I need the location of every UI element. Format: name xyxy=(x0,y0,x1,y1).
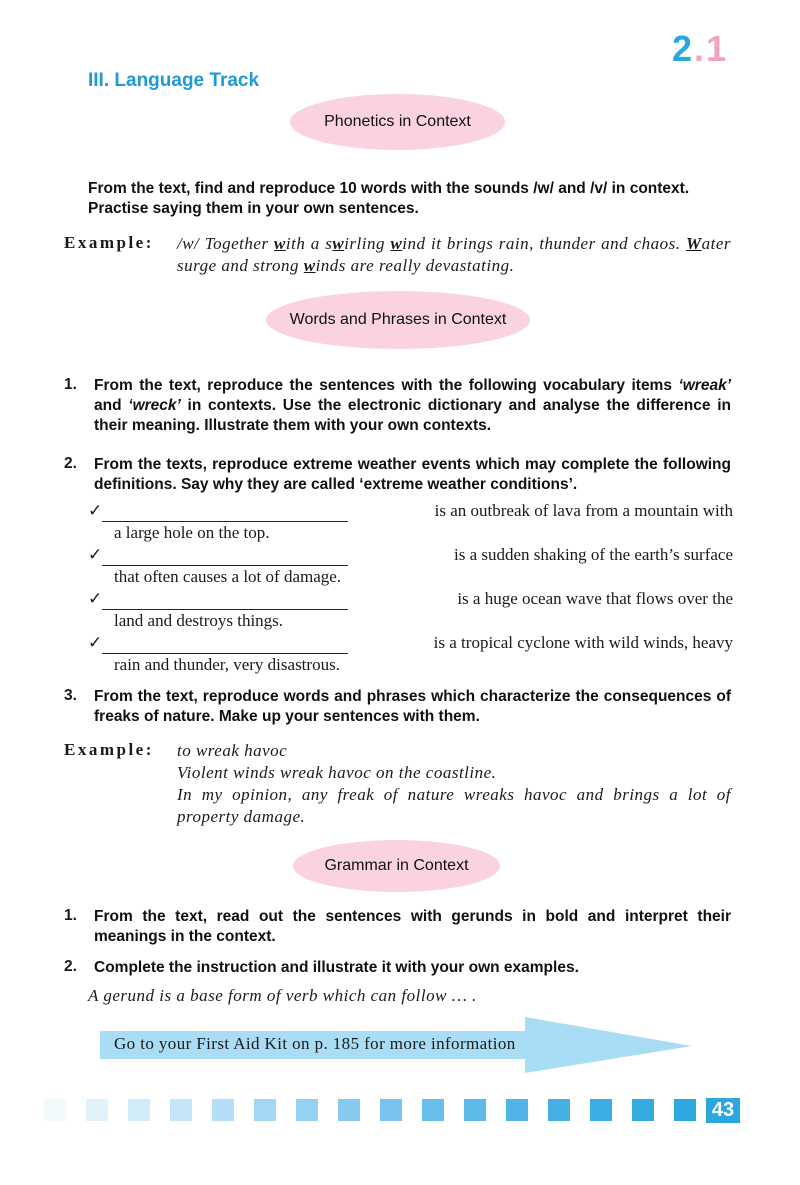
definition-item: ✓ is an outbreak of lava from a mountain with a large hole on the top. xyxy=(88,501,733,542)
unit-number: 2.1 xyxy=(672,28,729,69)
footer-square xyxy=(506,1099,528,1121)
footer-square xyxy=(86,1099,108,1121)
phonetics-pill: Phonetics in Context xyxy=(290,94,505,150)
footer-square xyxy=(422,1099,444,1121)
footer-square xyxy=(632,1099,654,1121)
words-item-3: From the text, reproduce words and phrases which characterize the consequences of freaks of nature. Make up your sentences with them. xyxy=(94,688,731,725)
words-item-2: From the texts, reproduce extreme weather events which may complete the following definitions. Say why they are called ‘extreme weather conditions’. xyxy=(94,456,731,493)
item-number: 2. xyxy=(64,455,77,472)
checkmark-icon: ✓ xyxy=(88,589,103,608)
definition-item: ✓ is a sudden shaking of the earth’s surface that often causes a lot of damage. xyxy=(88,545,733,586)
footer-square xyxy=(254,1099,276,1121)
section-title: III. Language Track xyxy=(88,70,260,91)
footer-square xyxy=(464,1099,486,1121)
checkmark-icon: ✓ xyxy=(88,545,103,564)
example-label: Example: xyxy=(64,233,154,252)
definition-list xyxy=(88,500,733,676)
first-aid-link[interactable]: Go to your First Aid Kit on p. 185 for more information xyxy=(114,1034,516,1053)
item-number: 1. xyxy=(64,907,77,924)
footer-square xyxy=(590,1099,612,1121)
words-item-1: From the text, reproduce the sentences with the following vocabulary items ‘wreak’ and ‘wreck’ in contexts. Use the electronic dictionary and analyse the difference in their meaning. Illustrate them with your own contexts. xyxy=(94,377,731,434)
footer-square xyxy=(212,1099,234,1121)
words-pill: Words and Phrases in Context xyxy=(266,291,530,349)
footer-square xyxy=(338,1099,360,1121)
answer-blank[interactable] xyxy=(102,595,348,610)
example-label: Example: xyxy=(64,740,154,759)
footer-square xyxy=(296,1099,318,1121)
answer-blank[interactable] xyxy=(102,639,348,654)
definition-item: ✓ is a huge ocean wave that flows over the land and destroys things. xyxy=(88,589,733,630)
phonetics-example: /w/ Together with a swirling wind it brings rain, thunder and chaos. Water surge and strong winds are really devastating. xyxy=(177,234,732,275)
footer-square xyxy=(44,1099,66,1121)
page-number: 43 xyxy=(706,1098,740,1123)
item-number: 2. xyxy=(64,958,77,975)
checkmark-icon: ✓ xyxy=(88,501,103,520)
footer-square xyxy=(548,1099,570,1121)
item-number: 3. xyxy=(64,687,77,704)
item-number: 1. xyxy=(64,376,77,393)
phonetics-task: From the text, find and reproduce 10 words with the sounds /w/ and /v/ in context. Practise saying them in your own sentences. xyxy=(88,180,690,217)
footer-square xyxy=(674,1099,696,1121)
grammar-item-2: Complete the instruction and illustrate it with your own examples. xyxy=(94,959,579,976)
footer-square xyxy=(170,1099,192,1121)
answer-blank[interactable] xyxy=(102,551,348,566)
footer-square xyxy=(380,1099,402,1121)
checkmark-icon: ✓ xyxy=(88,633,103,652)
footer-square xyxy=(128,1099,150,1121)
grammar-item-1: From the text, read out the sentences with gerunds in bold and interpret their meanings in the context. xyxy=(94,908,731,945)
answer-blank[interactable] xyxy=(102,507,348,522)
grammar-pill: Grammar in Context xyxy=(293,840,500,892)
gerund-instruction: A gerund is a base form of verb which can follow … . xyxy=(88,986,477,1005)
definition-item: ✓ is a tropical cyclone with wild winds, heavy rain and thunder, very disastrous. xyxy=(88,633,733,674)
words-example: to wreak havoc Violent winds wreak havoc on the coastline. In my opinion, any freak of nature wreaks havoc and brings a lot of property damage. xyxy=(177,741,731,826)
